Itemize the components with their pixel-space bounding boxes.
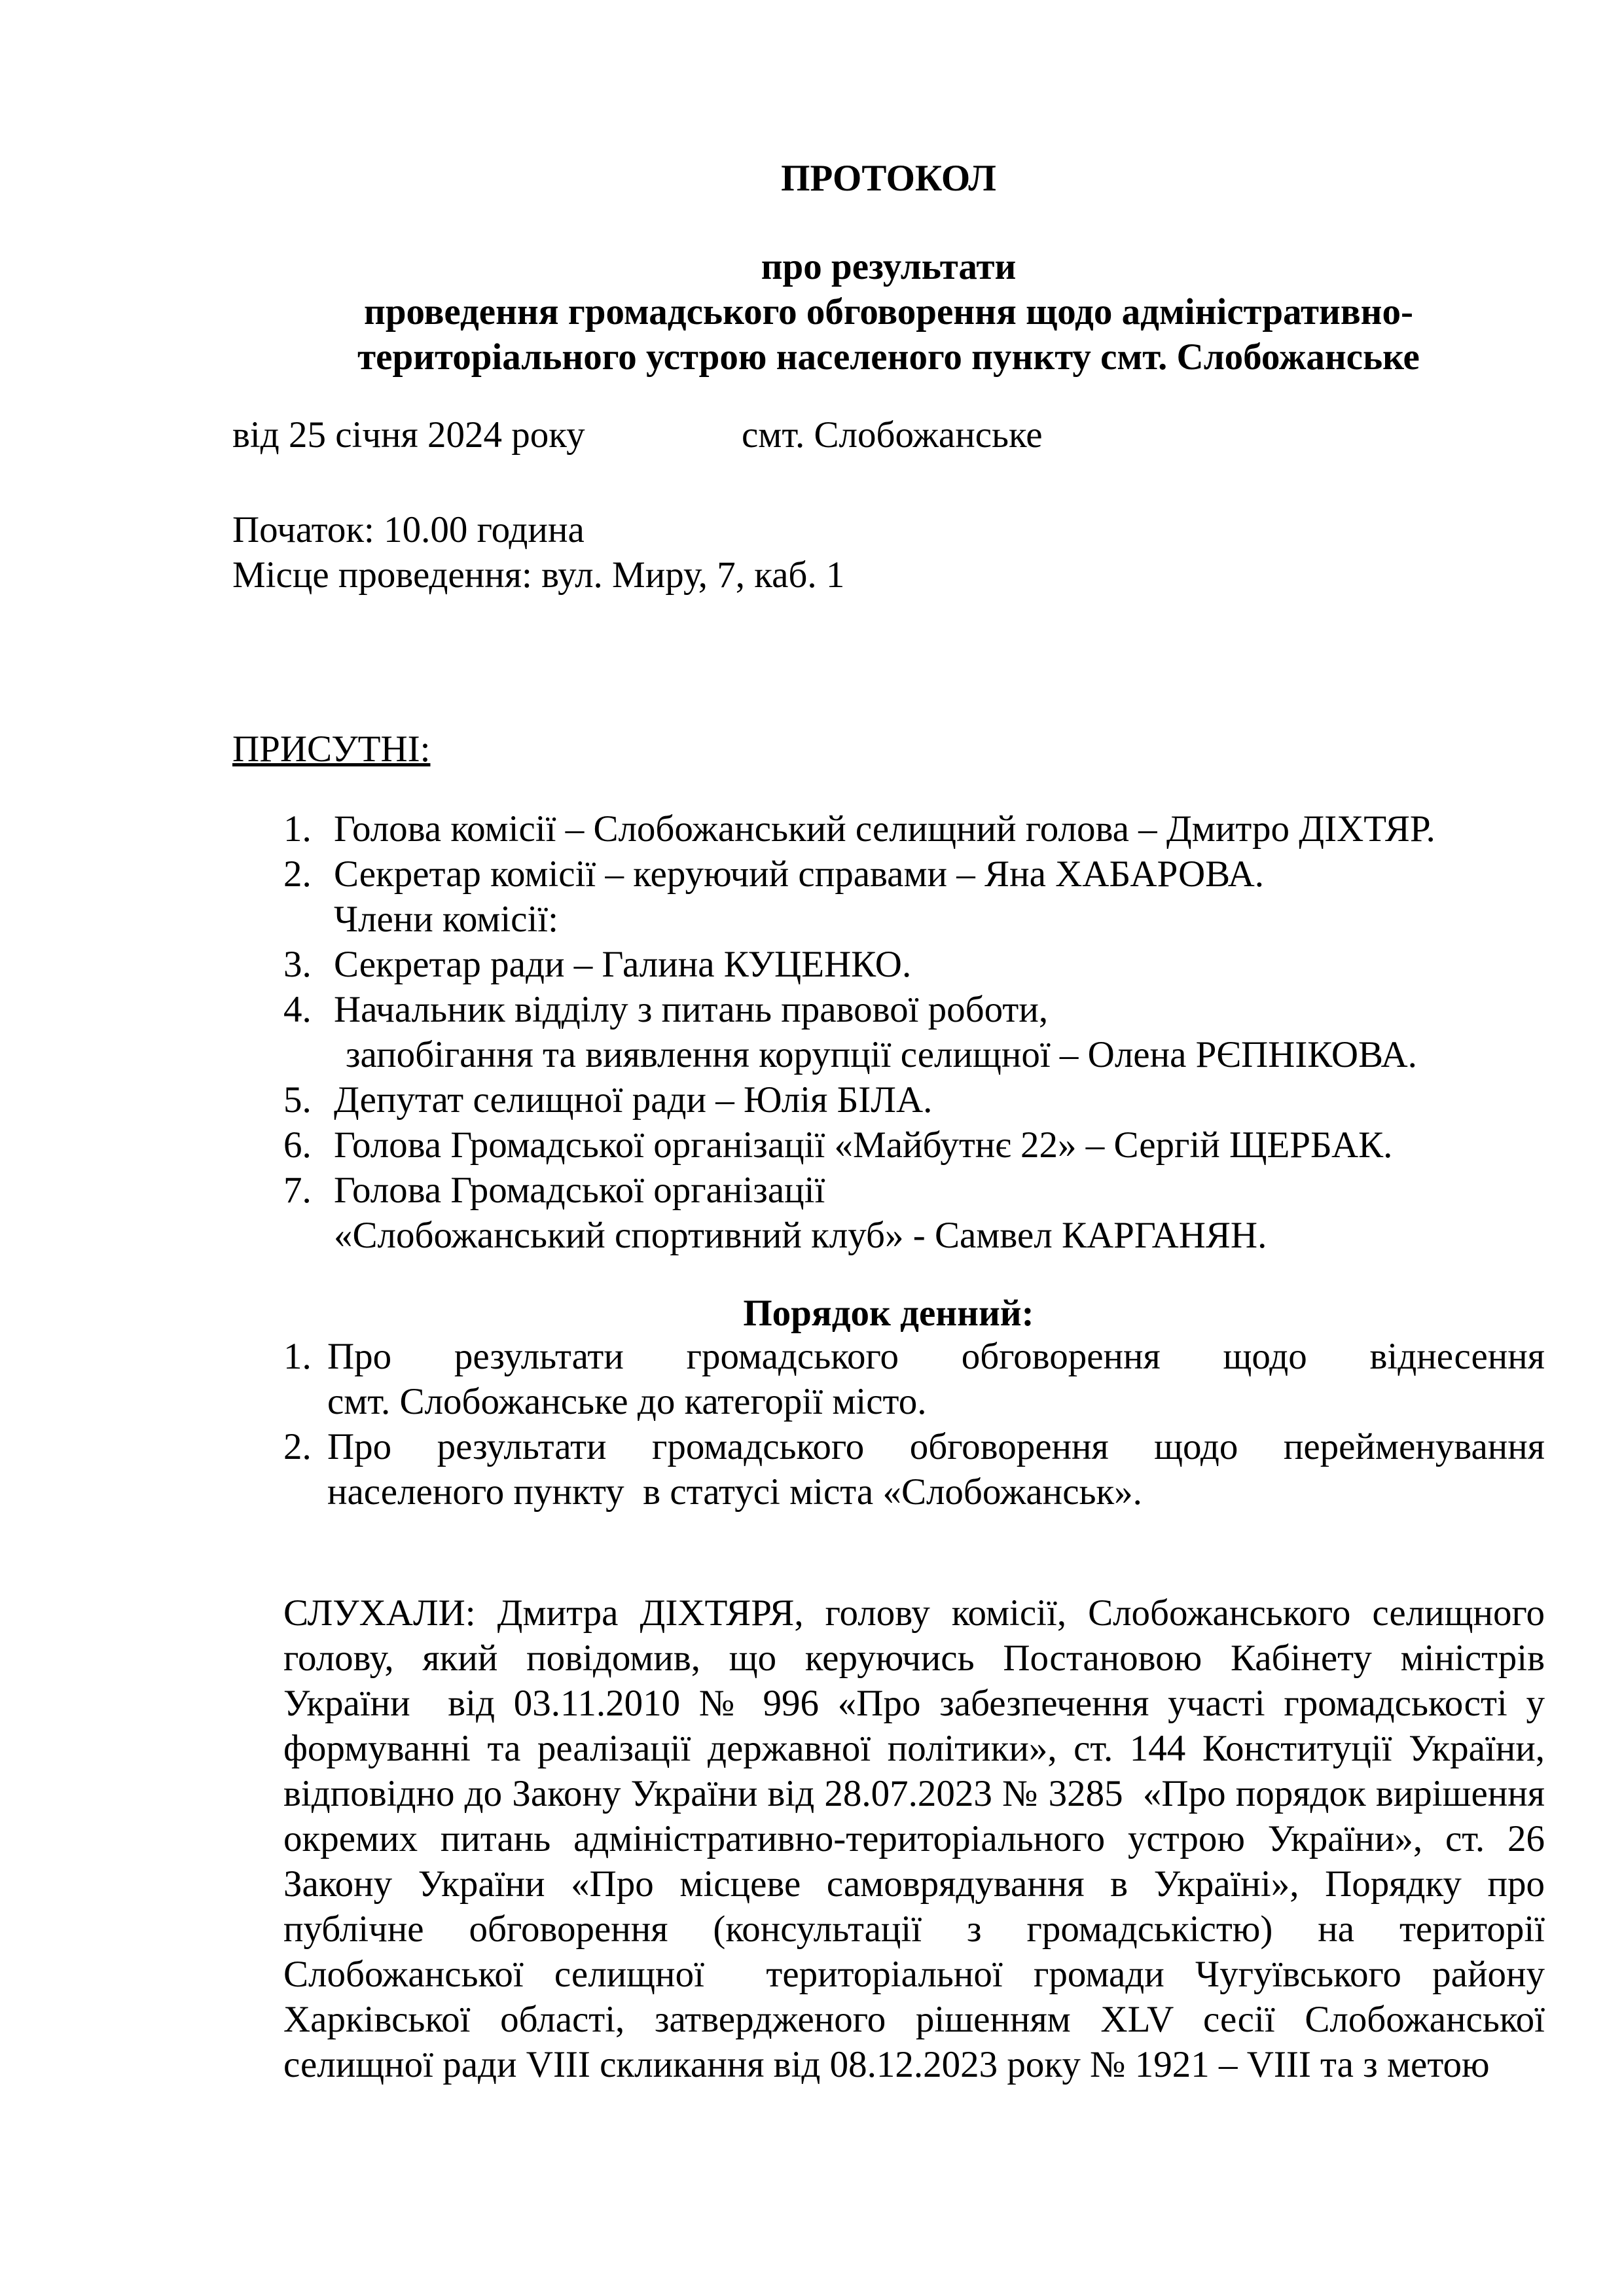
agenda-item-2-line-1	[232, 1424, 1545, 1469]
list-item	[232, 942, 1545, 987]
paragraph-line: публічне обговорення (консультації з громадськістю) на території	[283, 1909, 1545, 1950]
paragraph-line: України від 03.11.2010 № 996 «Про забезпечення участі громадськості у	[283, 1683, 1545, 1724]
agenda-item-1-line-2: смт. Слобожанське до категорії місто.	[327, 1381, 927, 1422]
paragraph-line: відповідно до Закону України від 28.07.2023 № 3285 «Про порядок вирішення	[283, 1773, 1545, 1814]
list-item	[232, 1168, 1545, 1213]
agenda-item-number: 2.	[283, 1426, 312, 1467]
agenda-item-2-line-2: населеного пункту в статусі міста «Слобожанськ».	[327, 1471, 1142, 1513]
list-item-text: Секретар ради – Галина КУЦЕНКО.	[334, 944, 912, 985]
list-item-text: Голова Громадської організації «Майбутнє 22» – Сергій ЩЕРБАК.	[334, 1124, 1393, 1166]
present-heading	[232, 726, 1545, 772]
list-item-number: 6.	[283, 1124, 312, 1166]
list-item-number: 7.	[283, 1170, 312, 1211]
document-subtitle	[232, 244, 1545, 380]
list-item-text: «Слобожанський спортивний клуб» - Самвел КАРГАНЯН.	[334, 1215, 1267, 1256]
list-item-number: 1.	[283, 808, 312, 850]
list-item	[232, 897, 1545, 942]
list-item	[232, 1122, 1545, 1168]
list-item	[232, 1077, 1545, 1122]
paragraph-line: окремих питань адміністративно-територіального устрою України», ст. 26	[283, 1818, 1545, 1859]
list-item-continuation	[232, 1213, 1545, 1258]
agenda-item-1-line-1	[232, 1334, 1545, 1379]
list-item-number: 4.	[283, 989, 312, 1030]
start-time-text: Початок: 10.00 година	[232, 509, 585, 550]
paragraph-line: Слобожанської селищної територіальної громади Чугуївського району	[283, 1954, 1545, 1995]
present-list	[232, 806, 1545, 1258]
list-item	[232, 987, 1545, 1032]
agenda-item-text: Про результати громадського обговорення щодо віднесення	[327, 1336, 1545, 1377]
agenda-list	[232, 1334, 1545, 1515]
date-text: від 25 січня 2024 року	[232, 414, 585, 456]
subtitle-line-1: про результати	[761, 246, 1017, 287]
heard-paragraph	[283, 1590, 1545, 2087]
list-item-text: Секретар комісії – керуючий справами – Яна ХАБАРОВА.	[334, 853, 1264, 895]
list-item-number: 3.	[283, 944, 312, 985]
agenda-item-text: Про результати громадського обговорення щодо перейменування	[327, 1426, 1545, 1467]
venue-text: Місце проведення: вул. Миру, 7, каб. 1	[232, 554, 845, 596]
list-item-text: Начальник відділу з питань правової роботи,	[334, 989, 1049, 1030]
paragraph-line: голову, який повідомив, що керуючись Постановою Кабінету міністрів	[283, 1638, 1545, 1679]
list-item-number: 2.	[283, 853, 312, 895]
list-item-text: Члени комісії:	[334, 899, 558, 940]
list-item-text: Голова комісії – Слобожанський селищний голова – Дмитро ДІХТЯР.	[334, 808, 1435, 850]
agenda-item-number: 1.	[283, 1336, 312, 1377]
paragraph-line: Харківської області, затвердженого рішенням XLV сесії Слобожанської	[283, 1999, 1545, 2040]
paragraph-line: Закону України «Про місцеве самоврядування в Україні», Порядку про	[283, 1863, 1545, 1905]
subtitle-line-3: територіального устрою населеного пункту смт. Слобожанське	[357, 336, 1420, 378]
list-item-number: 5.	[283, 1079, 312, 1121]
list-item-text: Голова Громадської організації	[334, 1170, 825, 1211]
paragraph-line: СЛУХАЛИ: Дмитра ДІХТЯРЯ, голову комісії, Слобожанського селищного	[283, 1592, 1545, 1634]
place-text: смт. Слобожанське	[742, 414, 1043, 456]
paragraph-line: селищної ради VIII скликання від 08.12.2023 року № 1921 – VIII та з метою	[283, 2044, 1490, 2085]
list-item-continuation	[232, 1032, 1545, 1077]
paragraph-line: формуванні та реалізації державної політики», ст. 144 Конституції України,	[283, 1728, 1545, 1769]
list-item	[232, 806, 1545, 852]
date-place-row	[232, 412, 1545, 457]
agenda-heading: Порядок денний:	[743, 1293, 1034, 1334]
present-heading-text: ПРИСУТНІ:	[232, 728, 431, 770]
list-item-text: запобігання та виявлення корупції селищної – Олена РЄПНІКОВА.	[346, 1034, 1417, 1075]
subtitle-line-2: проведення громадського обговорення щодо адміністративно-	[364, 291, 1413, 332]
list-item-text: Депутат селищної ради – Юлія БІЛА.	[334, 1079, 933, 1121]
document-title: ПРОТОКОЛ	[781, 158, 996, 199]
list-item	[232, 852, 1545, 897]
meeting-info	[232, 507, 1545, 598]
